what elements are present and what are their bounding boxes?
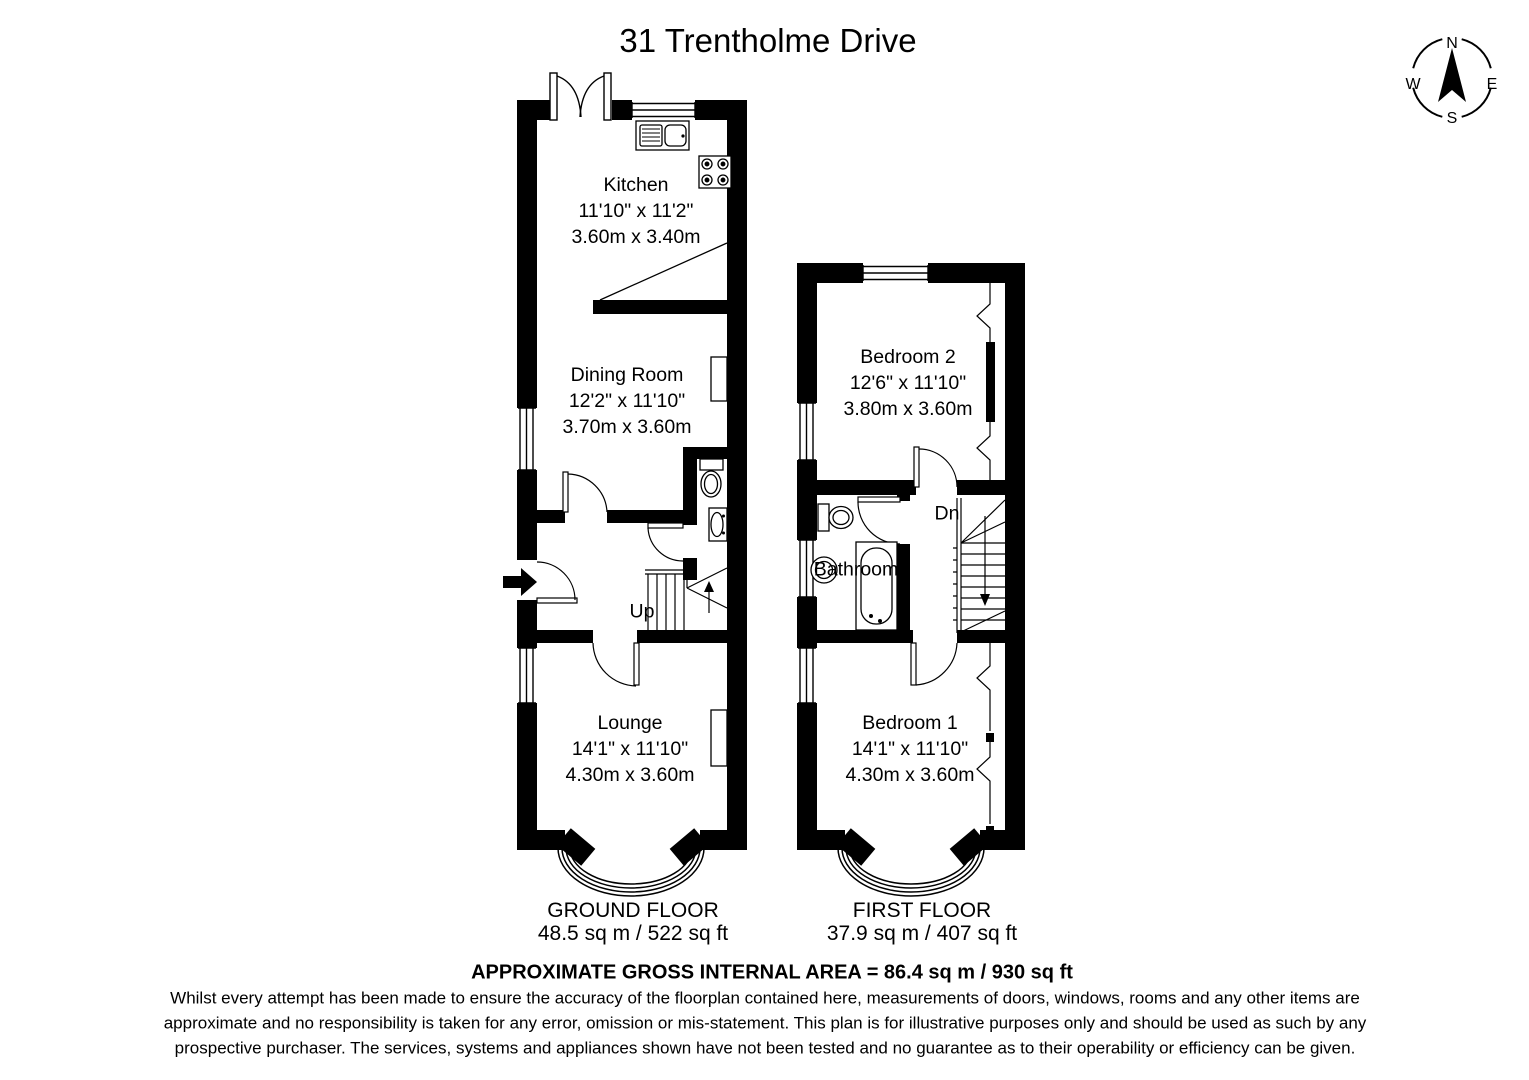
stairs-down [953, 498, 1005, 633]
dining-room-door [563, 472, 607, 512]
bedroom2-alcove-lines [977, 283, 995, 480]
bedroom2-door [914, 447, 957, 487]
room-dims-imperial: 14'1" x 11'10" [851, 738, 969, 760]
kitchen-counter-line [600, 243, 727, 300]
hob-icon [699, 156, 731, 188]
compass-n: N [1446, 35, 1458, 52]
room-label-kitchen [572, 172, 701, 250]
down-arrow-icon [980, 594, 990, 606]
room-dims-metric: 3.80m x 3.60m [843, 398, 973, 420]
room-dims-metric: 4.30m x 3.60m [565, 764, 695, 786]
disclaimer-line: Whilst every attempt has been made to ensure the accuracy of the floorplan contained here, measurements of doors, windows, rooms and any other items are [170, 988, 1360, 1008]
floor-area: 37.9 sq m / 407 sq ft [826, 922, 1018, 945]
lounge-door [593, 643, 639, 686]
bedroom1-door [911, 643, 957, 685]
wc-toilet-icon [700, 459, 723, 497]
room-dims-imperial: 11'10" x 11'2" [578, 200, 694, 222]
compass-rose [1405, 35, 1497, 127]
room-label-bedroom-2 [844, 344, 973, 422]
disclaimer [164, 986, 1367, 1061]
floor-name: FIRST FLOOR [852, 899, 992, 922]
gross-internal-area: APPROXIMATE GROSS INTERNAL AREA = 86.4 sq m / 930 sq ft [471, 961, 1073, 984]
room-dims-metric: 3.70m x 3.60m [562, 416, 692, 438]
bathroom-label: Bathroom [813, 558, 899, 581]
dining-radiator [711, 357, 727, 401]
room-dims-metric: 4.30m x 3.60m [845, 764, 975, 786]
lounge-radiator [711, 710, 727, 766]
up-arrow-icon [704, 581, 714, 592]
room-dims-metric: 3.60m x 3.40m [571, 226, 701, 248]
floor-name: GROUND FLOOR [547, 899, 719, 922]
room-name: Lounge [597, 712, 663, 734]
wc-door [648, 523, 683, 561]
compass-e: E [1486, 76, 1498, 93]
stairs-up-label: Up [629, 600, 655, 623]
room-name: Bedroom 2 [860, 346, 956, 368]
north-arrow-icon [1438, 48, 1466, 102]
room-dims-imperial: 12'6" x 11'10" [849, 372, 967, 394]
bathroom-door [858, 497, 900, 544]
front-door [503, 562, 577, 603]
kitchen-sink-icon [636, 121, 689, 150]
disclaimer-line: prospective purchaser. The services, systems and appliances shown have not been tested and no guarantee as to their operability or efficiency can be given. [174, 1038, 1356, 1058]
compass-w: W [1405, 76, 1421, 93]
floor-area: 48.5 sq m / 522 sq ft [537, 922, 729, 945]
room-dims-imperial: 12'2" x 11'10" [568, 390, 686, 412]
wc-basin-icon [709, 508, 727, 541]
room-label-bedroom-1 [846, 710, 975, 788]
entrance-double-doors [550, 73, 611, 120]
compass-s: S [1446, 110, 1458, 127]
bathroom-toilet-icon [818, 504, 853, 531]
room-dims-imperial: 14'1" x 11'10" [571, 738, 689, 760]
ground-floor-caption [538, 899, 728, 945]
disclaimer-line: approximate and no responsibility is taken for any error, omission or mis-statement. This plan is for illustrative purposes only and should be used as such by any [163, 1013, 1367, 1033]
first-floor-caption [827, 899, 1017, 945]
room-name: Kitchen [603, 174, 669, 196]
room-name: Bedroom 1 [862, 712, 958, 734]
room-label-dining-room [563, 362, 692, 440]
bathtub-icon [856, 542, 897, 630]
bedroom1-alcove-lines [977, 643, 994, 835]
entrance-arrow-icon [503, 568, 537, 596]
page-title: 31 Trentholme Drive [619, 22, 917, 59]
room-name: Dining Room [570, 364, 684, 386]
stairs-down-label: Dn [934, 502, 960, 525]
room-label-lounge [566, 710, 695, 788]
